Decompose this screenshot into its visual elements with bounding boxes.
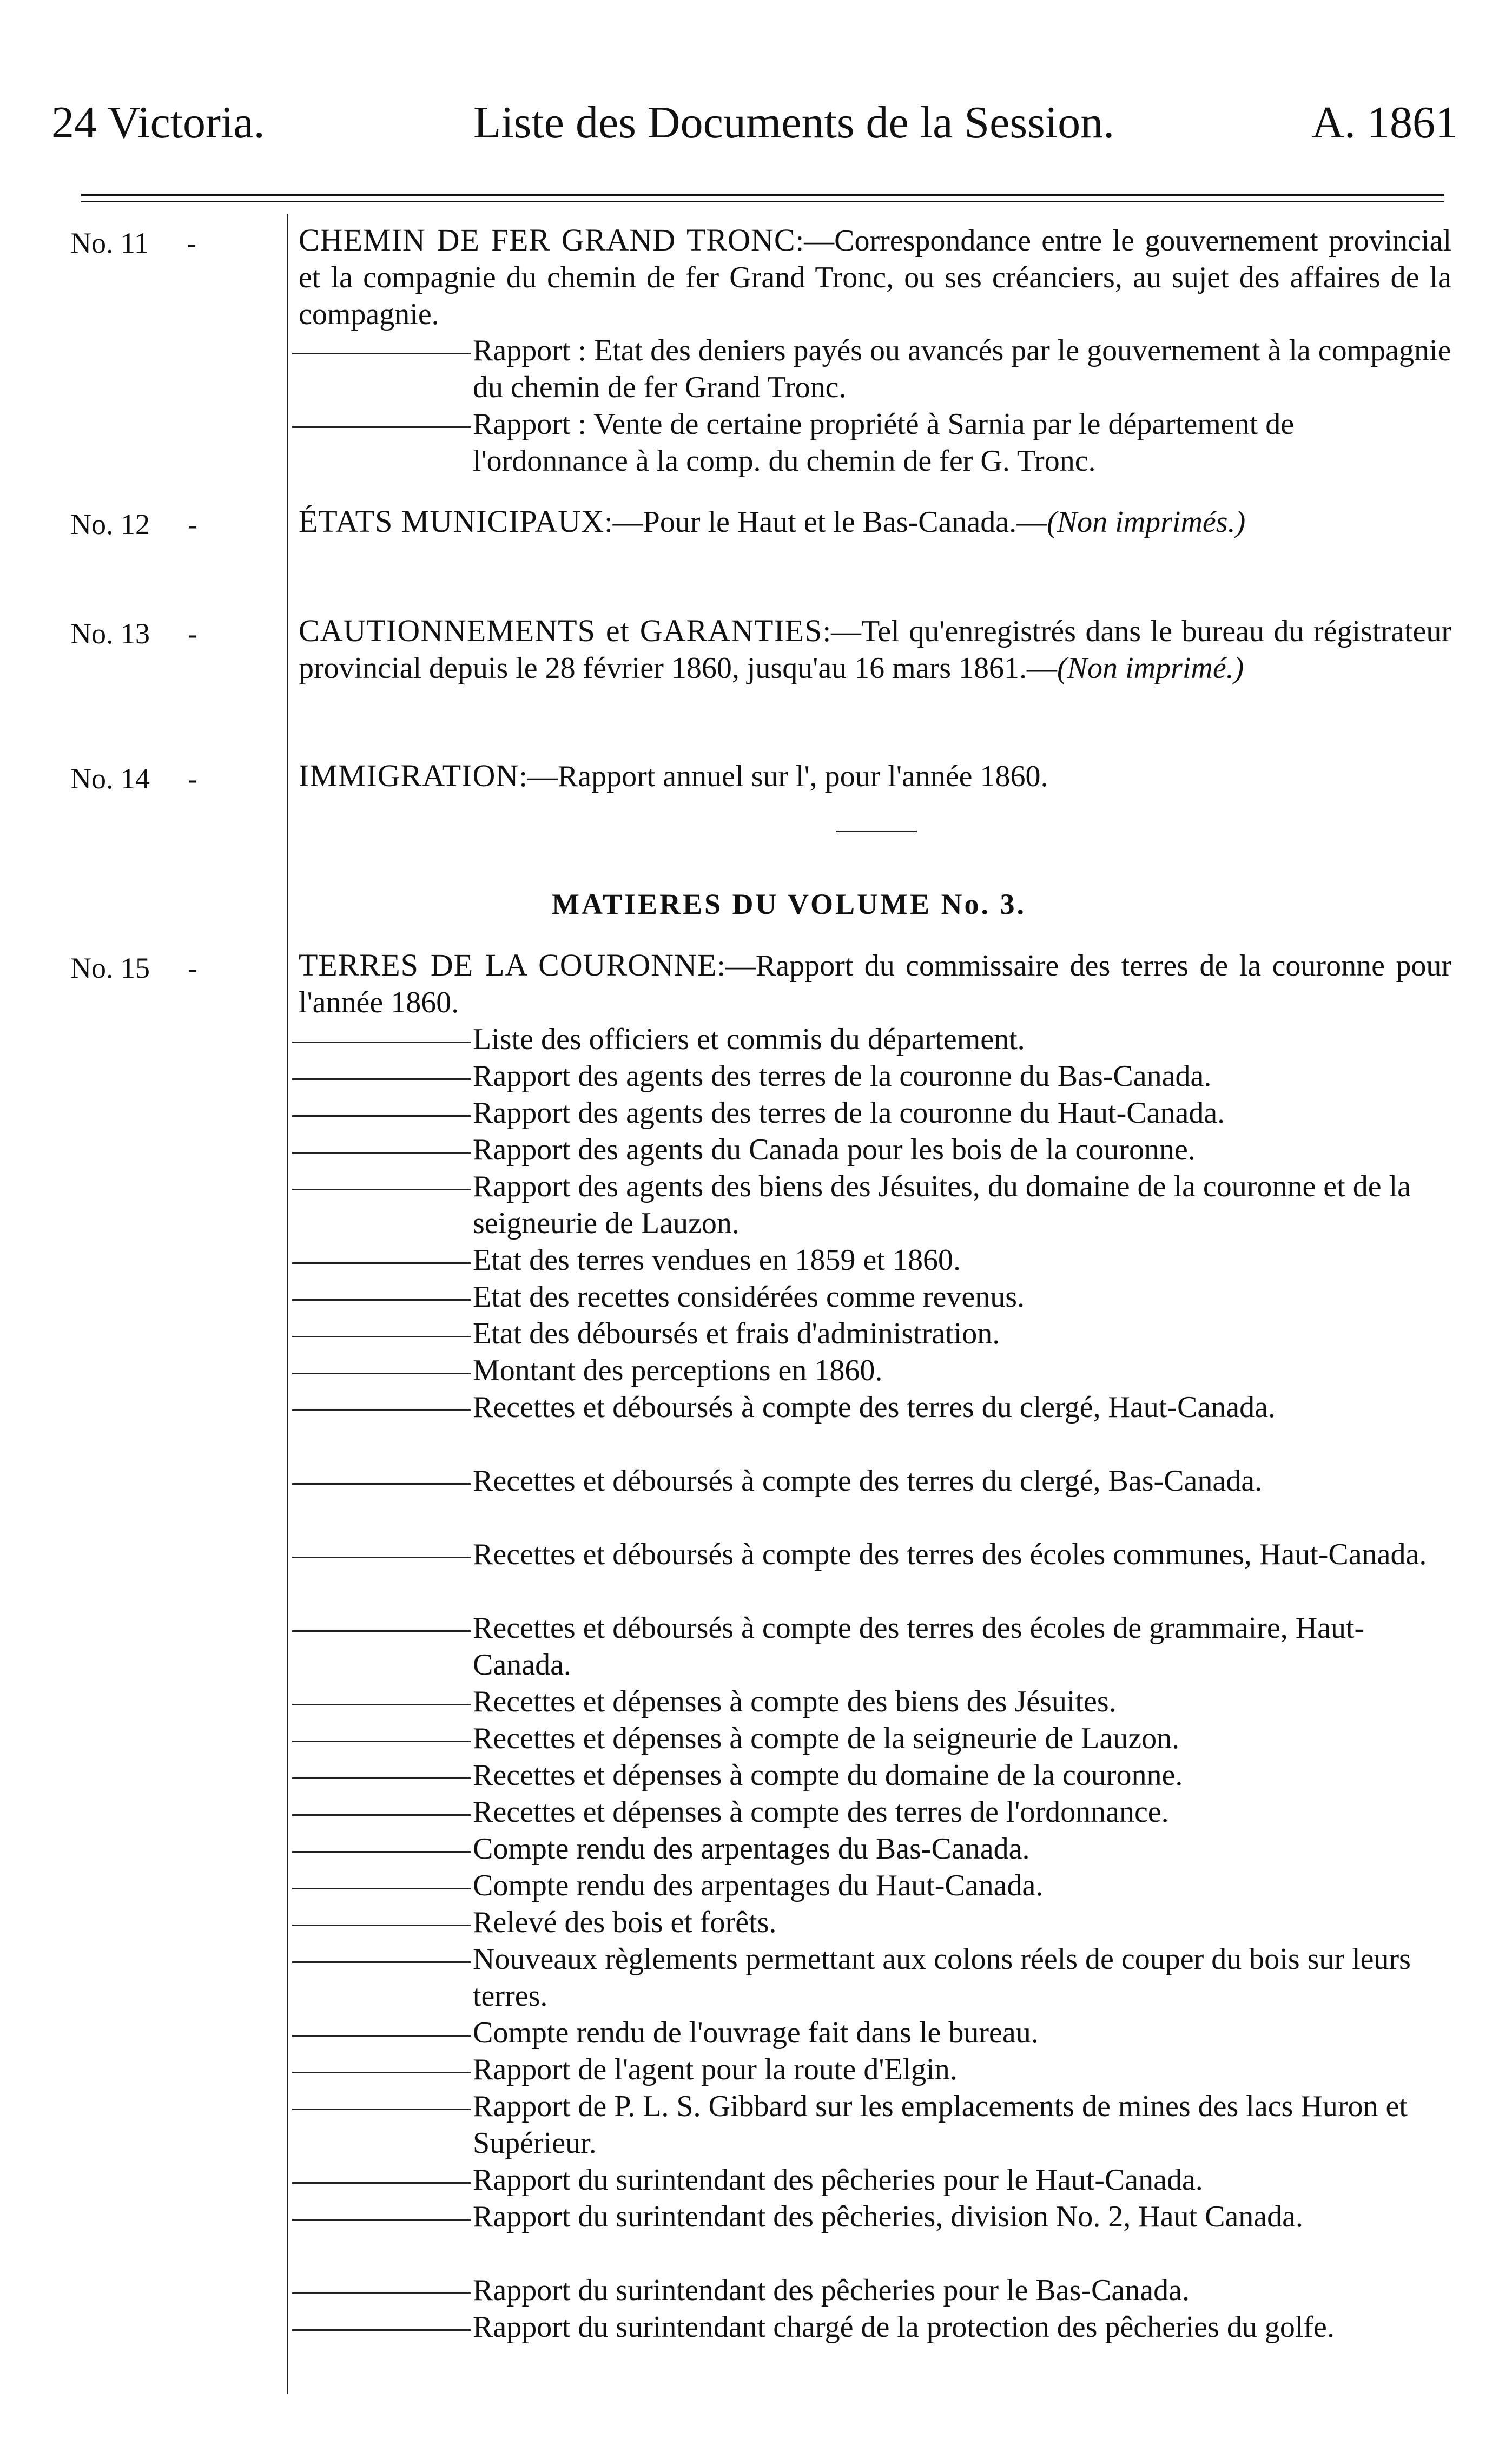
sub-item (292, 1058, 1451, 1095)
sub-item: Rapport : Vente de certaine propriété à Sarnia par le département de l'ordonnance à la comp. du chemin de fer G. Tronc. (292, 406, 1451, 479)
sub-item (292, 1389, 1451, 1426)
sub-item (292, 1610, 1451, 1683)
sub-item-text: Etat des terres vendues en 1859 et 1860. (473, 1243, 961, 1277)
sub-item-text: Compte rendu de l'ouvrage fait dans le bureau. (473, 2016, 1039, 2050)
leader-rule (292, 1299, 471, 1301)
sub-item-text: Rapport de l'agent pour la route d'Elgin. (473, 2053, 958, 2086)
header-rule-thin (81, 201, 1444, 202)
sub-item-text: Etat des déboursés et frais d'administration. (473, 1317, 1000, 1350)
sub-item-text: Rapport du surintendant des pêcheries pour le Bas-Canada. (473, 2274, 1190, 2307)
header-title: Liste des Documents de la Session. (473, 97, 1115, 148)
sub-item-text: Nouveaux règlements permettant aux colons réels de couper du bois sur leurs terres. (473, 1942, 1411, 2013)
entry-text: IMMIGRATION:—Rapport annuel sur l', pour l'année 1860. (299, 758, 1048, 793)
entry-note: (Non imprimé.) (1057, 651, 1244, 685)
leader-rule (292, 1777, 471, 1779)
sub-item (292, 1904, 1451, 1941)
sub-item-text: Rapport du surintendant chargé de la protection des pêcheries du golfe. (473, 2310, 1335, 2344)
sub-item-text: Recettes et déboursés à compte des terres des écoles communes, Haut-Canada. (473, 1538, 1427, 1571)
leader-rule (292, 1557, 471, 1558)
entry-number: No. 15 - (70, 952, 197, 984)
page-header (51, 96, 1458, 156)
sub-item (292, 1352, 1451, 1389)
leader-rule (292, 1409, 471, 1411)
sub-item (292, 1867, 1451, 1904)
sub-item (292, 2162, 1451, 2198)
entry-body: :—Correspondance entre le gouvernement provincial et la compagnie du chemin de fer Grand Tronc, ou ses créanciers, au sujet des affaires de la compagnie. (299, 224, 1451, 331)
sub-item-text: Compte rendu des arpentages du Haut-Canada. (473, 1869, 1044, 1902)
header-rule (81, 194, 1444, 196)
sub-item-text: Recettes et dépenses à compte des terres de l'ordonnance. (473, 1795, 1169, 1829)
sub-item (292, 1757, 1451, 1794)
entry-note: (Non imprimés.) (1047, 505, 1246, 539)
sub-item-text: Recettes et déboursés à compte des terres du clergé, Bas-Canada. (473, 1464, 1263, 1498)
leader-rule (292, 1189, 471, 1190)
margin-rule (287, 214, 288, 2394)
header-right: A. 1861 (1311, 97, 1458, 148)
section-title: MATIERES DU VOLUME No. 3. (552, 888, 1026, 920)
sub-item-text: Compte rendu des arpentages du Bas-Canada. (473, 1832, 1030, 1866)
leader-rule (292, 1078, 471, 1080)
leader-rule (292, 1961, 471, 1963)
entry-number: No. 13 - (70, 617, 197, 650)
leader-rule (292, 1042, 471, 1043)
section-separator (836, 831, 917, 832)
sub-item (292, 1242, 1451, 1279)
sub-item (292, 1941, 1451, 2014)
sub-item (292, 1095, 1451, 1131)
sub-item-text: Rapport des agents des terres de la couronne du Haut-Canada. (473, 1096, 1225, 1130)
leader-rule (292, 2329, 471, 2331)
leader-rule (292, 2182, 471, 2184)
entry-heading: ÉTATS MUNICIPAUX (299, 504, 605, 539)
sub-item (292, 2272, 1451, 2309)
sub-item (292, 1462, 1451, 1499)
sub-item (292, 2088, 1451, 2162)
leader-rule (292, 2292, 471, 2294)
entry-heading: TERRES DE LA COURONNE (299, 947, 717, 983)
sub-item (292, 1720, 1451, 1757)
sub-item-text: Montant des perceptions en 1860. (473, 1354, 883, 1387)
header-left: 24 Victoria. (51, 97, 265, 148)
sub-item (292, 1794, 1451, 1830)
sub-item: Rapport : Etat des deniers payés ou avancés par le gouvernement à la compagnie du chemin de fer Grand Tronc. (292, 332, 1451, 406)
sub-item-text: Recettes et dépenses à compte des biens des Jésuites. (473, 1685, 1117, 1718)
sub-item (292, 1536, 1451, 1573)
sub-item-text: Relevé des bois et forêts. (473, 1906, 777, 1939)
sub-item (292, 2014, 1451, 2051)
sub-item (292, 1315, 1451, 1352)
entry-text: TERRES DE LA COURONNE:—Rapport du commissaire des terres de la couronne pour l'année 1860. (299, 947, 1452, 1019)
leader-rule (292, 1152, 471, 1154)
sub-item-text: Recettes et déboursés à compte des terres des écoles de grammaire, Haut-Canada. (473, 1611, 1365, 1682)
entry-text: ÉTATS MUNICIPAUX:—Pour le Haut et le Bas-Canada.—(Non imprimés.) (299, 504, 1246, 539)
entry-text: CAUTIONNEMENTS et GARANTIES:—Tel qu'enregistrés dans le bureau du régistrateur provincial depuis le 28 février 1860, jusqu'au 16 mars 1861.—(Non imprimé.) (299, 613, 1452, 685)
leader-rule (292, 2219, 471, 2221)
sub-item (292, 1683, 1451, 1720)
leader-rule (292, 2072, 471, 2073)
sub-item-text: Recettes et dépenses à compte du domaine de la couronne. (473, 1758, 1183, 1792)
sub-item-text: Recettes et déboursés à compte des terres du clergé, Haut-Canada. (473, 1391, 1276, 1424)
leader-rule (292, 1888, 471, 1889)
sub-item-text: Liste des officiers et commis du département. (473, 1023, 1025, 1056)
leader-rule (292, 1336, 471, 1337)
leader-rule (292, 1483, 471, 1485)
leader-rule (292, 2109, 471, 2110)
leader-rule (292, 1741, 471, 1742)
sub-item (292, 2309, 1451, 2345)
leader-rule (292, 1262, 471, 1264)
leader-rule (292, 1925, 471, 1926)
sub-item-text: Rapport des agents du Canada pour les bois de la couronne. (473, 1133, 1196, 1167)
leader-rule (292, 1115, 471, 1117)
sub-item-text: Recettes et dépenses à compte de la seigneurie de Lauzon. (473, 1722, 1180, 1755)
sub-item (292, 1168, 1451, 1242)
leader-rule (292, 1704, 471, 1705)
entry-heading: IMMIGRATION (299, 758, 519, 793)
leader-rule (292, 1851, 471, 1853)
sub-item (292, 2051, 1451, 2088)
sub-item-text: Rapport du surintendant des pêcheries, division No. 2, Haut Canada. (473, 2200, 1303, 2233)
leader-rule (292, 1814, 471, 1816)
leader-rule (292, 1630, 471, 1632)
sub-item (292, 1279, 1451, 1315)
entry-heading: CHEMIN DE FER GRAND TRONC (299, 222, 796, 258)
sub-item (292, 2198, 1451, 2235)
entry-text (299, 222, 1451, 333)
sub-item-text: Etat des recettes considérées comme revenus. (473, 1280, 1025, 1314)
leader-rule (292, 2035, 471, 2037)
sub-item (292, 1021, 1451, 1058)
leader-rule (292, 1373, 471, 1374)
entry-number: No. 14 - (70, 762, 197, 795)
entry-heading: CAUTIONNEMENTS et GARANTIES (299, 613, 823, 648)
sub-item-text: Rapport de P. L. S. Gibbard sur les emplacements de mines des lacs Huron et Supérieur. (473, 2090, 1408, 2160)
sub-item-text: Rapport des agents des biens des Jésuites, du domaine de la couronne et de la seigneurie de Lauzon. (473, 1170, 1411, 1240)
sub-item-text: Rapport du surintendant des pêcheries pour le Haut-Canada. (473, 2163, 1203, 2197)
sub-item (292, 1131, 1451, 1168)
entry-number: No. 11 - (70, 227, 196, 259)
sub-item (292, 1830, 1451, 1867)
sub-item-text: Rapport des agents des terres de la couronne du Bas-Canada. (473, 1059, 1212, 1093)
entry-number: No. 12 - (70, 508, 197, 541)
